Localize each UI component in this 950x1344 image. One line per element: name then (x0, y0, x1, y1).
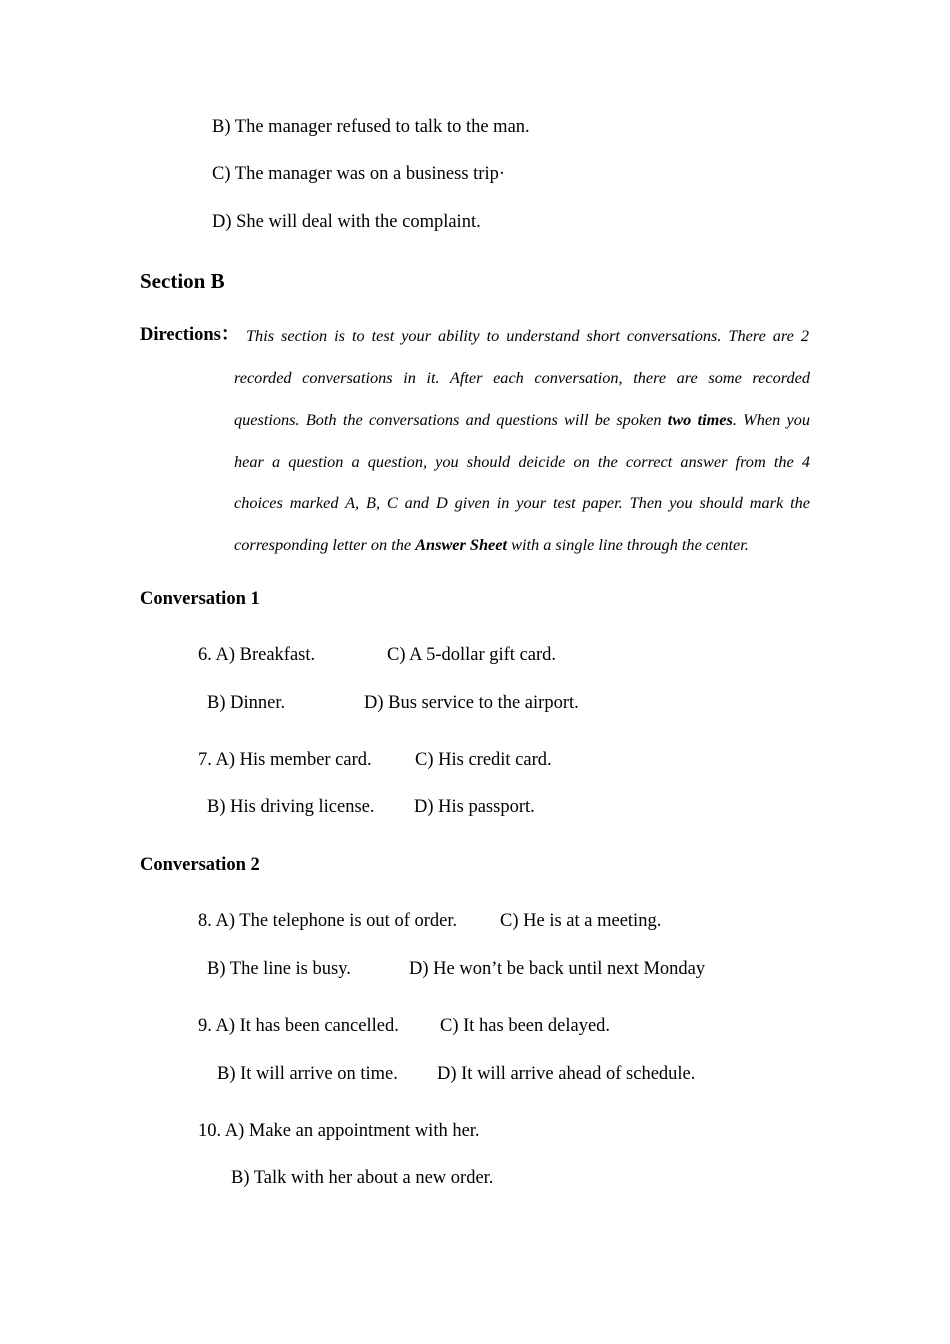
q10-option-a: 10. A) Make an appointment with her. (198, 1121, 480, 1141)
directions-line-2: recorded conversations in it. After each conversation, there are some recorded (234, 368, 810, 387)
directions-line-6 (234, 537, 749, 553)
prev-option-d: D) She will deal with the complaint. (212, 212, 481, 232)
q7-option-a: 7. A) His member card. (198, 750, 372, 770)
q9-option-c: C) It has been delayed. (440, 1016, 611, 1036)
directions-line-6-pre: corresponding letter on the (234, 535, 416, 554)
q9-option-d: D) It will arrive ahead of schedule. (437, 1064, 696, 1084)
section-title: Section B (140, 269, 225, 293)
q7-option-d: D) His passport. (414, 797, 535, 817)
prev-option-c: C) The manager was on a business trip· (212, 164, 506, 184)
q6-option-c: C) A 5-dollar gift card. (387, 645, 557, 665)
directions-line-1: This section is to test your ability to understand short conversations. There are 2 (246, 326, 809, 345)
directions-line-3 (234, 412, 810, 428)
directions-label: Directions： (140, 325, 240, 345)
directions-emphasis-two-times: two times (667, 410, 733, 429)
q8-option-a: 8. A) The telephone is out of order. (198, 911, 458, 931)
q6-option-d: D) Bus service to the airport. (364, 693, 579, 713)
q9-option-a: 9. A) It has been cancelled. (198, 1016, 399, 1036)
q8-option-c: C) He is at a meeting. (500, 911, 662, 931)
directions-line-4: hear a question a question, you should deicide on the correct answer from the 4 (234, 452, 810, 471)
directions-line-5: choices marked A, B, C and D given in your test paper. Then you should mark the (234, 493, 810, 512)
q7-option-c: C) His credit card. (415, 750, 552, 770)
q6-option-b: B) Dinner. (207, 693, 286, 713)
directions-emphasis-answer-sheet: Answer Sheet (415, 535, 508, 554)
conversation-2-title: Conversation 2 (140, 855, 260, 875)
conversation-1-title: Conversation 1 (140, 589, 260, 609)
q8-option-d: D) He won’t be back until next Monday (409, 959, 706, 979)
q6-option-a: 6. A) Breakfast. (198, 645, 316, 665)
prev-option-b: B) The manager refused to talk to the man. (212, 117, 530, 137)
q7-option-b: B) His driving license. (207, 797, 375, 817)
q10-option-b: B) Talk with her about a new order. (231, 1168, 494, 1188)
q9-option-b: B) It will arrive on time. (217, 1064, 398, 1084)
directions-line-3-pre: questions. Both the conversations and questions will be spoken (234, 410, 668, 429)
q8-option-b: B) The line is busy. (207, 959, 351, 979)
directions-line-6-post: with a single line through the center. (507, 535, 749, 554)
directions-line-3-post: . When you (732, 410, 810, 429)
